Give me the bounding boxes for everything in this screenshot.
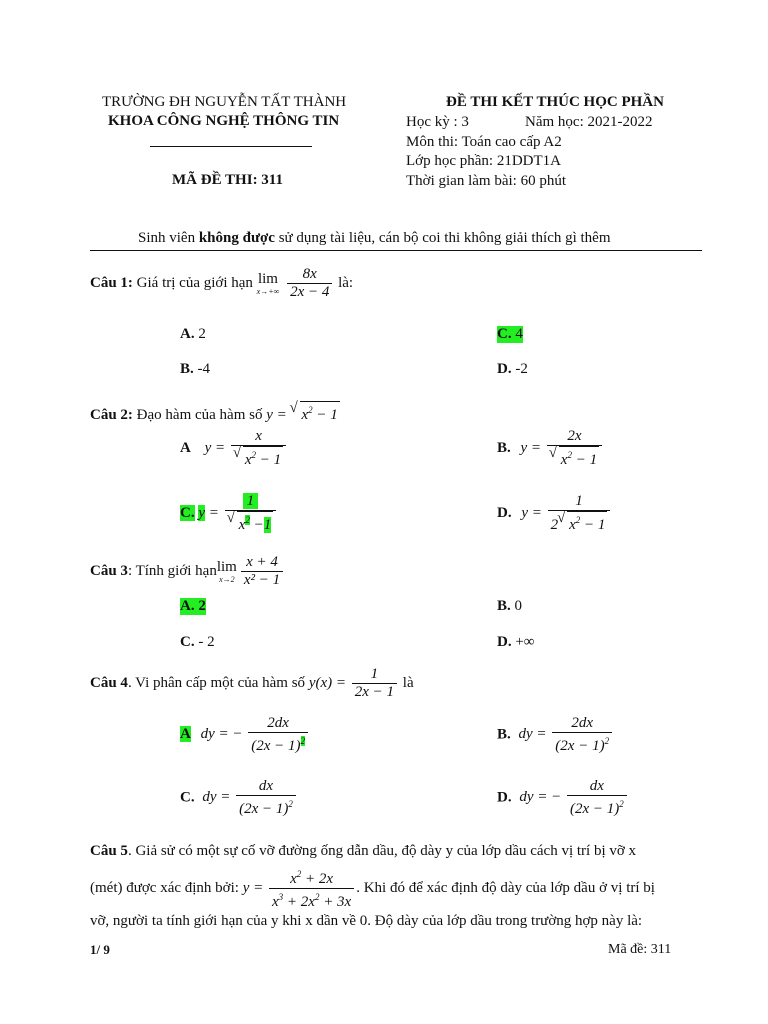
instruction: Sinh viên không được sử dụng tài liệu, cán bộ coi thi không giải thích gì thêm <box>138 230 611 246</box>
q3-option-a[interactable]: A. 2 <box>180 598 206 614</box>
q3-option-d[interactable]: D. +∞ <box>497 634 535 650</box>
question-5-line-2: (mét) được xác định bởi: y = $\frac{x^2 + 2x}{x^3 + 2x^2 + 3x}$ . Khi đó để xác định độ dày của lớp dầu ở vị trí bị <box>90 869 655 910</box>
fraction: $\frac{x + 4}{\text{x² − 1}}$ <box>241 554 283 589</box>
instruction-divider <box>90 250 702 251</box>
function-formula: y(x) = <box>308 674 346 691</box>
class-section: Lớp học phần: 21DDT1A <box>406 153 561 169</box>
exam-code: MÃ ĐỀ THI: 311 <box>172 172 283 188</box>
footer-exam-code: Mã đề: 311 <box>608 942 672 957</box>
q2-option-d[interactable]: D. y = $\frac{1}{2√ x^2 - 1}$ <box>497 493 612 534</box>
question-5-line-3: vỡ, người ta tính giới hạn của y khi x dần về 0. Độ dày của lớp dầu trong trường hợp này là: <box>90 913 643 929</box>
question-1: Câu 1: Giá trị của giới hạn lim x→+∞ $\frac{8x}{2x - 4}$ là: <box>90 266 354 300</box>
q1-option-c[interactable]: C. 4 <box>497 326 523 342</box>
q4-option-a[interactable]: A dy = − $\frac{2dx}{(2x - 1)^2}$ <box>180 715 310 755</box>
subject: Môn thi: Toán cao cấp A2 <box>406 134 562 150</box>
semester: Học kỳ : 3 <box>406 114 469 130</box>
duration: Thời gian làm bài: 60 phút <box>406 173 566 189</box>
q1-option-a[interactable]: A. 2 <box>180 326 206 342</box>
q3-option-c[interactable]: C. - 2 <box>180 634 215 650</box>
limit-operator: lim x→2 <box>216 559 237 584</box>
fraction: $\frac{8x}{2x - 4}$ <box>287 266 332 301</box>
q4-option-c[interactable]: C. dy = $\frac{dx}{(2x - 1)^2}$ <box>180 778 298 818</box>
question-3: Câu 3: Tính giới hạn lim x→2 $\frac{x + 4}{\text{x² − 1}}$ <box>90 554 285 589</box>
function-formula: y = √ $x^2 - 1$ <box>266 407 340 423</box>
q4-option-d[interactable]: D. dy = − $\frac{dx}{(2x - 1)^2}$ <box>497 778 629 818</box>
q4-option-b[interactable]: B. dy = $\frac{2dx}{(2x - 1)^2}$ <box>497 715 614 755</box>
question-2: Câu 2: Đạo hàm của hàm số y = √ $x^2 - 1$ <box>90 401 340 424</box>
header-underline <box>150 146 312 147</box>
q2-option-b[interactable]: B. y = 2x √ $x^2 - 1$ <box>497 428 604 469</box>
q1-option-b[interactable]: B. -4 <box>180 361 211 377</box>
exam-title: ĐỀ THI KẾT THÚC HỌC PHẦN <box>446 94 664 110</box>
faculty-name: KHOA CÔNG NGHỆ THÔNG TIN <box>108 113 340 129</box>
q2-option-c[interactable]: C. y = 1 √ $x^2 -1$ <box>180 493 278 534</box>
question-5-line-1: Câu 5. Giả sử có một sự cố vỡ đường ống dẫn dầu, độ dày y của lớp dầu cách vị trí bị vỡ x <box>90 843 637 859</box>
q3-option-b[interactable]: B. 0 <box>497 598 523 614</box>
limit-operator: lim x→+∞ <box>256 271 280 296</box>
q2-option-a[interactable]: A y = x √ $x^2 - 1$ <box>180 428 288 469</box>
q1-option-d[interactable]: D. -2 <box>497 361 528 377</box>
question-4: Câu 4. Vi phân cấp một của hàm số y(x) = $\frac{1}{2x - 1}$ là <box>90 666 414 700</box>
school-year: Năm học: 2021-2022 <box>525 114 653 130</box>
school-name: TRƯỜNG ĐH NGUYỄN TẤT THÀNH <box>102 94 347 110</box>
page-number: 1/ 9 <box>90 942 110 957</box>
